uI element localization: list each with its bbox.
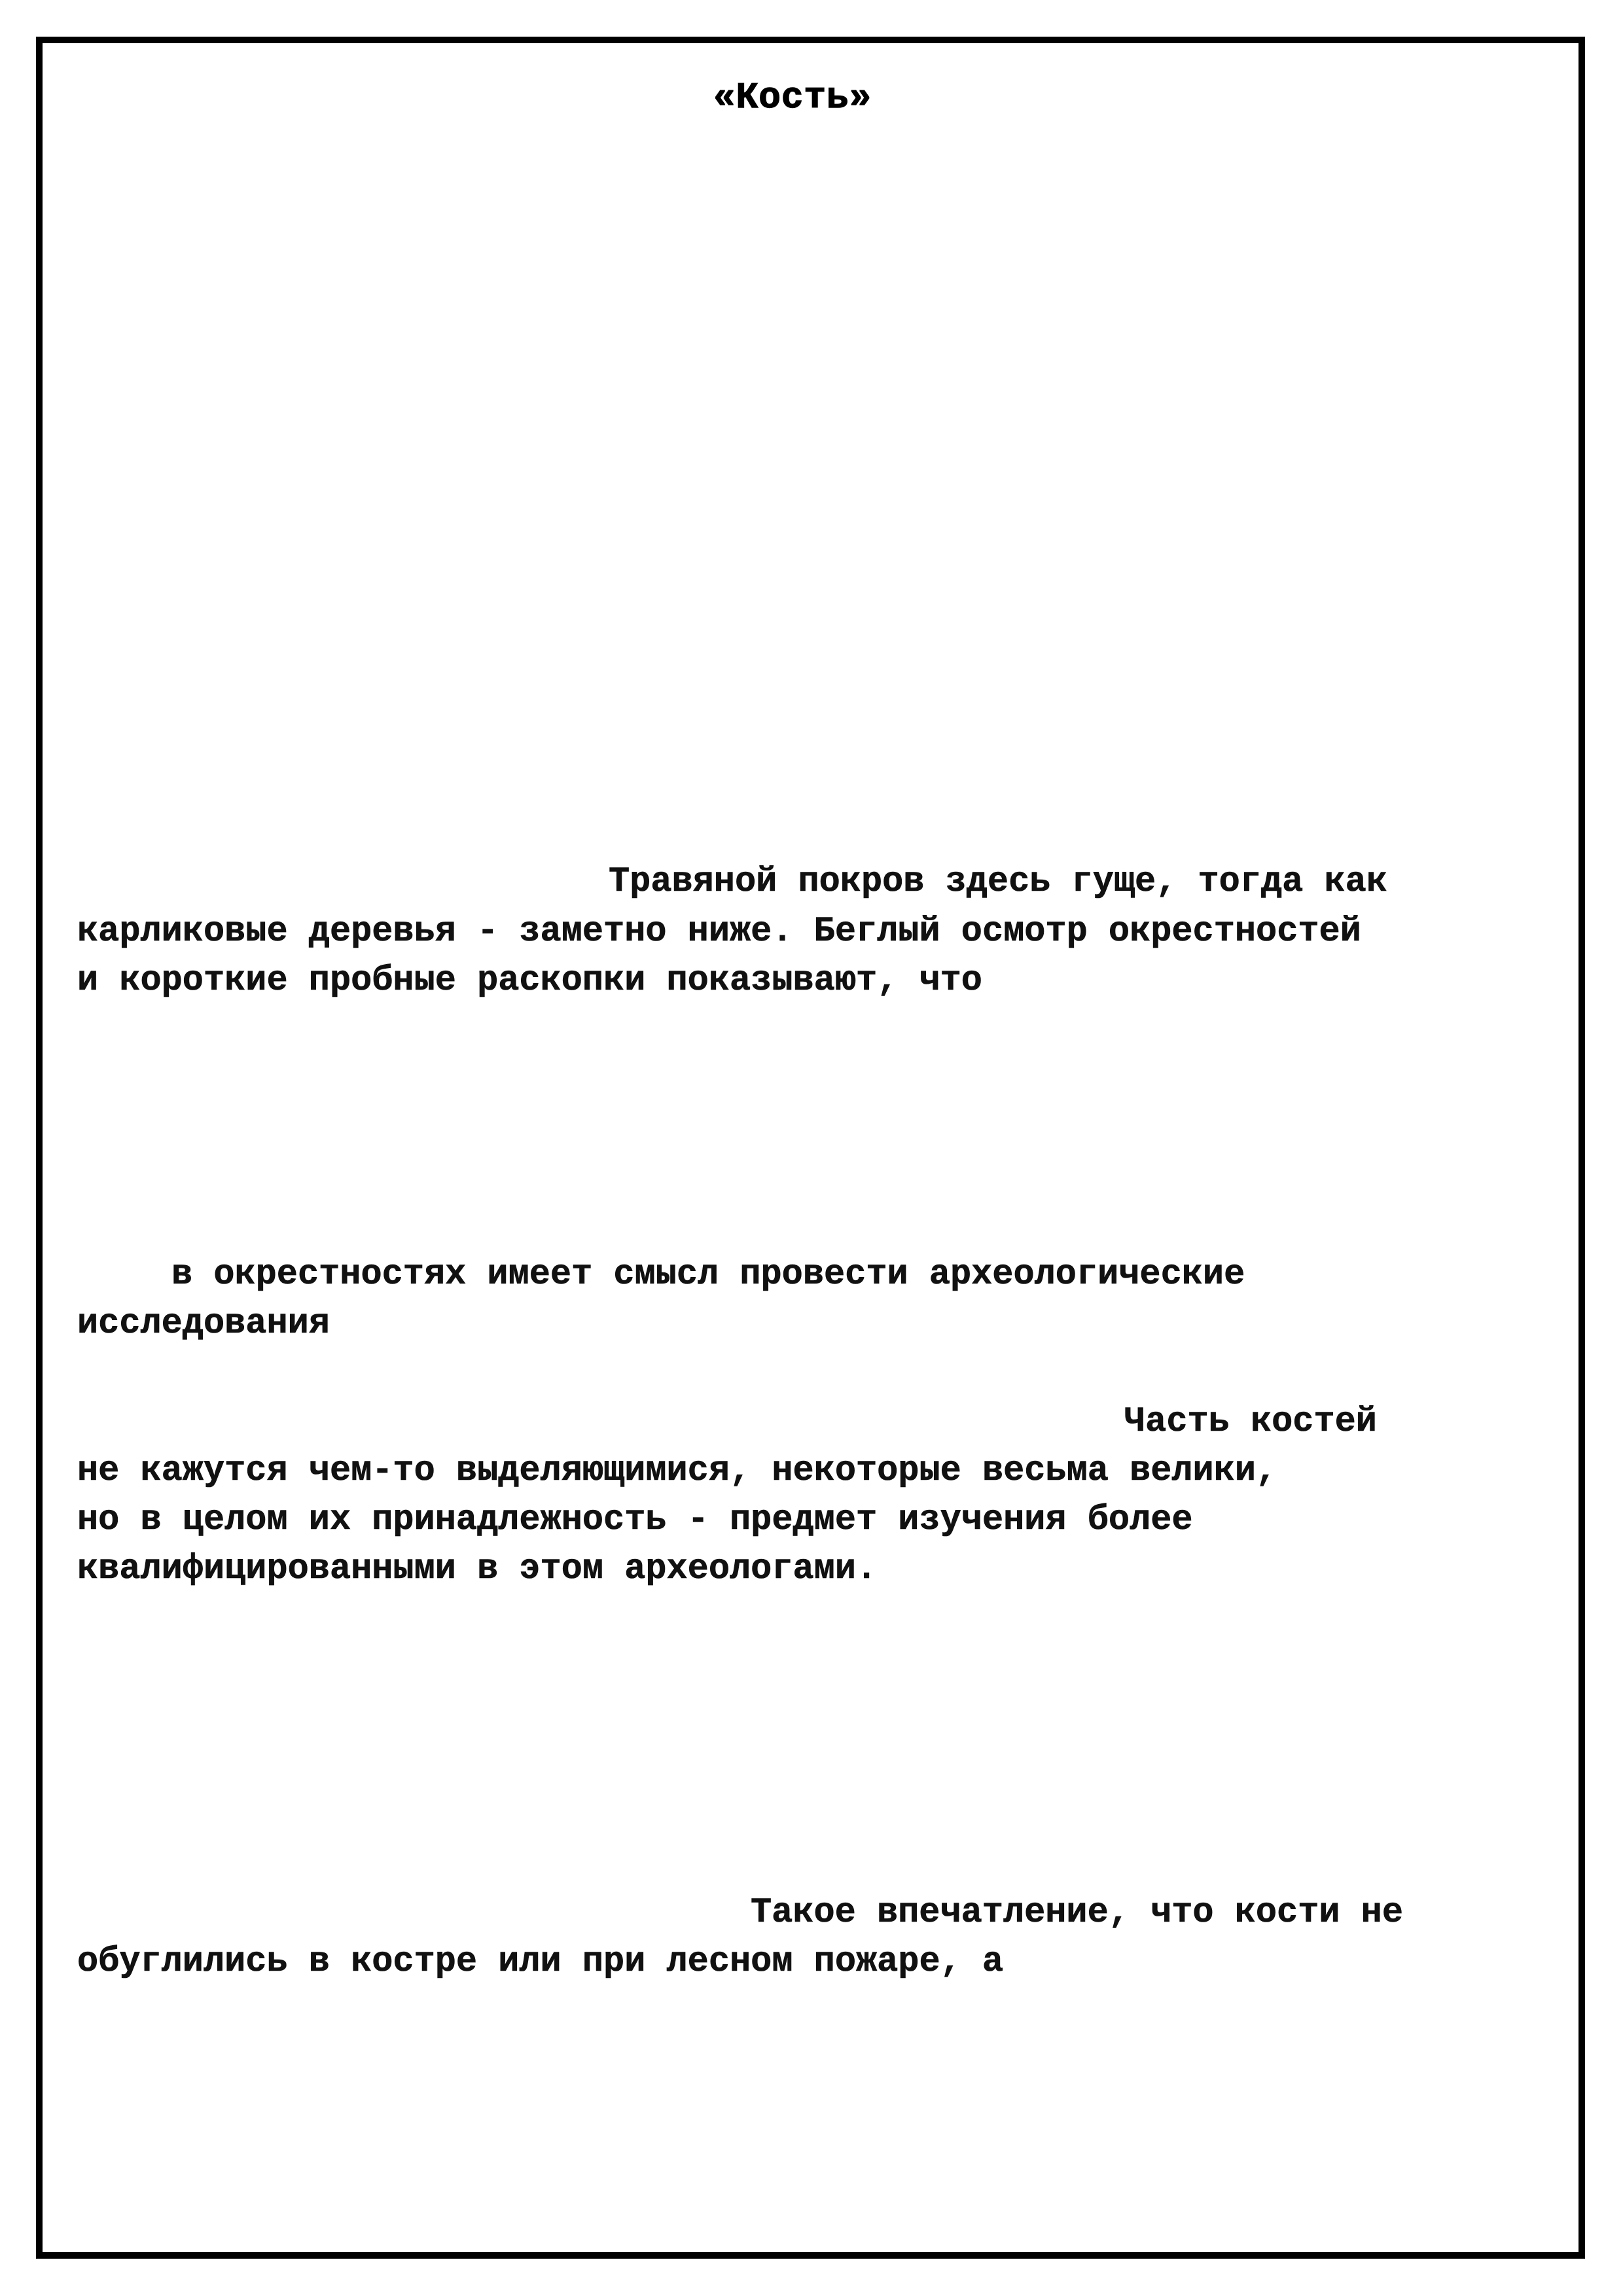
paragraph-line: Часть костей bbox=[1124, 1402, 1377, 1442]
paragraph-line: карликовые деревья - заметно ниже. Беглый осмотр окрестностей bbox=[77, 912, 1361, 952]
paragraph-line: квалифицированными в этом археологами. bbox=[77, 1549, 878, 1589]
paragraph-line: Такое впечатление, что кости не bbox=[751, 1893, 1404, 1933]
paragraph-line: но в целом их принадлежность - предмет изучения более bbox=[77, 1500, 1193, 1540]
paragraph-line: обуглились в костре или при лесном пожаре, а bbox=[77, 1942, 1004, 1982]
paragraph-line: Травяной покров здесь гуще, тогда как bbox=[609, 862, 1387, 902]
paragraph-line: и короткие пробные раскопки показывают, что bbox=[77, 961, 982, 1001]
document-title: «Кость» bbox=[713, 77, 872, 118]
paragraph-line: исследования bbox=[77, 1304, 330, 1344]
paragraph-line: в окрестностях имеет смысл провести археологические bbox=[171, 1255, 1245, 1295]
paragraph-line: не кажутся чем-то выделяющимися, некоторые весьма велики, bbox=[77, 1451, 1277, 1491]
